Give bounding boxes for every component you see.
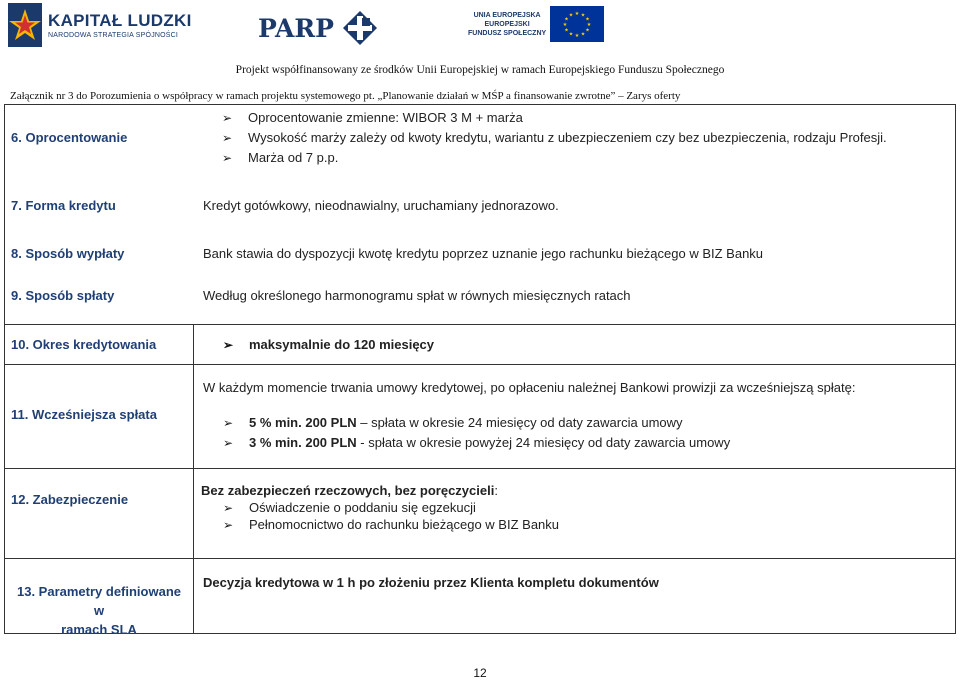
- row-12-label: 12. Zabezpieczenie: [11, 492, 129, 507]
- row-12-bullet-2: ➢ Pełnomocnictwo do rachunku bieżącego w BIZ Banku: [223, 517, 560, 532]
- page-number: 12: [473, 666, 487, 680]
- row-12-intro: Bez zabezpieczeń rzeczowych, bez poręczycieli:: [201, 483, 498, 498]
- page-header: [0, 0, 960, 60]
- row-11-bullet-1: ➢ 5 % min. 200 PLN – spłata w okresie 24 miesięcy od daty zawarcia umowy: [223, 415, 683, 430]
- svg-text:★: ★: [586, 22, 592, 28]
- row-11-bullet-2: ➢ 3 % min. 200 PLN - spłata w okresie powyżej 24 miesięcy od daty zawarcia umowy: [223, 435, 731, 450]
- svg-text:★: ★: [568, 12, 574, 19]
- svg-text:★: ★: [562, 22, 568, 28]
- svg-text:★: ★: [580, 31, 586, 38]
- kapital-ludzki-logo: [8, 3, 192, 47]
- svg-text:★: ★: [574, 11, 580, 17]
- row-11-intro: W każdym momencie trwania umowy kredytowej, po opłaceniu należnej Bankowi prowizji za wcześniejszą spłatę:: [203, 380, 856, 395]
- parp-title: PARP: [258, 13, 334, 43]
- svg-text:★: ★: [564, 27, 569, 34]
- eu-flag-icon: [550, 6, 604, 42]
- parp-mark-icon: [342, 10, 378, 46]
- row-9-label: 9. Sposób spłaty: [11, 288, 115, 303]
- row-9-text: Według określonego harmonogramu spłat w równych miesięcznych ratach: [203, 288, 631, 303]
- eu-line-1: UNIA EUROPEJSKA: [473, 11, 541, 19]
- attachment-line: Załącznik nr 3 do Porozumienia o współpracy w ramach projektu systemowego pt. „Planowanie działań w MŚP a finansowanie zwrotne” – Zarys oferty: [10, 90, 681, 102]
- kapital-ludzki-subtitle: NARODOWA STRATEGIA SPÓJNOŚCI: [48, 32, 179, 39]
- row-6-label: 6. Oprocentowanie: [11, 130, 128, 145]
- svg-text:★: ★: [585, 27, 590, 34]
- svg-text:★: ★: [568, 31, 574, 38]
- row-7-text: Kredyt gotówkowy, nieodnawialny, uruchamiany jednorazowo.: [203, 198, 559, 213]
- row-6-bullet-2: ➢ Wysokość marży zależy od kwoty kredytu, wariantu z ubezpieczeniem czy bez ubezpieczenia, rodzaju Profesji.: [222, 130, 887, 145]
- row-6-bullet-1: ➢ Oprocentowanie zmienne: WIBOR 3 M + marża: [222, 110, 523, 125]
- row-8-label: 8. Sposób wypłaty: [11, 246, 125, 261]
- row-10-label: 10. Okres kredytowania: [11, 337, 157, 352]
- row-7-label: 7. Forma kredytu: [11, 198, 116, 213]
- parp-logo: [258, 10, 378, 46]
- row-10-bullet-1: ➢ maksymalnie do 120 miesięcy: [223, 337, 435, 352]
- row-11-label: 11. Wcześniejsza spłata: [11, 407, 157, 422]
- kapital-ludzki-star-icon: [8, 3, 42, 47]
- eu-logo: [468, 6, 604, 42]
- svg-text:★: ★: [585, 16, 590, 23]
- offer-table: [4, 104, 956, 637]
- project-funding-line: Projekt współfinansowany ze środków Unii Europejskiej w ramach Europejskiego Funduszu Społecznego: [235, 64, 725, 76]
- row-8-text: Bank stawia do dyspozycji kwotę kredytu poprzez uznanie jego rachunku bieżącego w BIZ Banku: [203, 246, 764, 261]
- eu-line-2: EUROPEJSKI: [484, 20, 530, 28]
- row-13-text: Decyzja kredytowa w 1 h po złożeniu przez Klienta kompletu dokumentów: [203, 575, 659, 590]
- svg-text:★: ★: [580, 12, 586, 19]
- row-6-bullet-3: ➢ Marża od 7 p.p.: [222, 150, 339, 165]
- svg-text:★: ★: [564, 16, 569, 23]
- kapital-ludzki-title: KAPITAŁ LUDZKI: [48, 11, 192, 30]
- row-12-bullet-1: ➢ Oświadczenie o poddaniu się egzekucji: [223, 500, 476, 515]
- svg-text:★: ★: [574, 33, 580, 39]
- row-13-label: 13. Parametry definiowane w ramach SLA: [16, 584, 181, 637]
- eu-line-3: FUNDUSZ SPOŁECZNY: [468, 29, 547, 37]
